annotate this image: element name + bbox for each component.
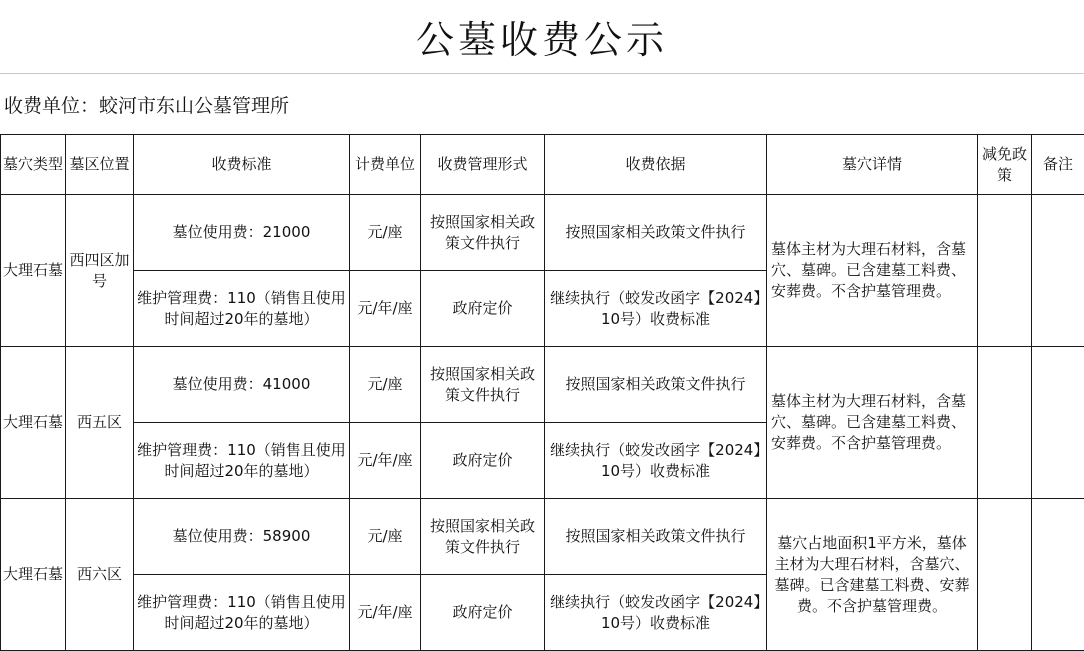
cell-standard: 墓位使用费：21000	[134, 195, 350, 271]
cell-basis: 按照国家相关政策文件执行	[545, 499, 767, 575]
header-remark: 备注	[1032, 135, 1084, 195]
cell-type: 大理石墓	[1, 195, 66, 347]
cell-details: 墓体主材为大理石材料，含墓穴、墓碑。已含建墓工料费、安葬费。不含护墓管理费。	[767, 195, 978, 347]
cell-basis: 按照国家相关政策文件执行	[545, 195, 767, 271]
cell-unit: 元/年/座	[350, 423, 421, 499]
cell-area: 西四区加号	[66, 195, 134, 347]
header-basis: 收费依据	[545, 135, 767, 195]
fee-unit: 收费单位：蛟河市东山公墓管理所	[0, 74, 1084, 134]
table-row	[1, 347, 1084, 423]
cell-basis: 继续执行（蛟发改函字【2024】10号）收费标准	[545, 423, 767, 499]
cell-management: 按照国家相关政策文件执行	[421, 195, 545, 271]
fee-table	[0, 134, 1084, 651]
cell-details: 墓穴占地面积1平方米，墓体主材为大理石材料，含墓穴、墓碑。已含建墓工料费、安葬费。不含护墓管理费。	[767, 499, 978, 651]
cell-unit: 元/座	[350, 499, 421, 575]
cell-management: 政府定价	[421, 271, 545, 347]
cell-unit: 元/座	[350, 195, 421, 271]
cell-reduction	[978, 499, 1032, 651]
cell-management: 政府定价	[421, 575, 545, 651]
cell-type: 大理石墓	[1, 499, 66, 651]
header-management: 收费管理形式	[421, 135, 545, 195]
cell-remark	[1032, 195, 1084, 347]
table-row	[1, 195, 1084, 271]
page-title: 公墓收费公示	[0, 0, 1084, 74]
cell-standard: 墓位使用费：58900	[134, 499, 350, 575]
header-billing-unit: 计费单位	[350, 135, 421, 195]
cell-management: 按照国家相关政策文件执行	[421, 499, 545, 575]
cell-standard: 墓位使用费：41000	[134, 347, 350, 423]
header-details: 墓穴详情	[767, 135, 978, 195]
cell-area: 西六区	[66, 499, 134, 651]
cell-details: 墓体主材为大理石材料，含墓穴、墓碑。已含建墓工料费、安葬费。不含护墓管理费。	[767, 347, 978, 499]
header-row	[1, 135, 1084, 195]
cell-basis: 继续执行（蛟发改函字【2024】10号）收费标准	[545, 271, 767, 347]
cell-unit: 元/年/座	[350, 271, 421, 347]
cell-unit: 元/年/座	[350, 575, 421, 651]
cell-standard: 维护管理费：110（销售且使用时间超过20年的墓地）	[134, 423, 350, 499]
cell-reduction	[978, 347, 1032, 499]
cell-management: 按照国家相关政策文件执行	[421, 347, 545, 423]
cell-standard: 维护管理费：110（销售且使用时间超过20年的墓地）	[134, 271, 350, 347]
cell-remark	[1032, 499, 1084, 651]
cell-area: 西五区	[66, 347, 134, 499]
cell-basis: 按照国家相关政策文件执行	[545, 347, 767, 423]
cell-reduction	[978, 195, 1032, 347]
table-row	[1, 499, 1084, 575]
header-reduction: 减免政策	[978, 135, 1032, 195]
header-standard: 收费标准	[134, 135, 350, 195]
cell-basis: 继续执行（蛟发改函字【2024】10号）收费标准	[545, 575, 767, 651]
header-type: 墓穴类型	[1, 135, 66, 195]
cell-unit: 元/座	[350, 347, 421, 423]
header-area: 墓区位置	[66, 135, 134, 195]
cell-standard: 维护管理费：110（销售且使用时间超过20年的墓地）	[134, 575, 350, 651]
cell-remark	[1032, 347, 1084, 499]
cell-type: 大理石墓	[1, 347, 66, 499]
cell-management: 政府定价	[421, 423, 545, 499]
